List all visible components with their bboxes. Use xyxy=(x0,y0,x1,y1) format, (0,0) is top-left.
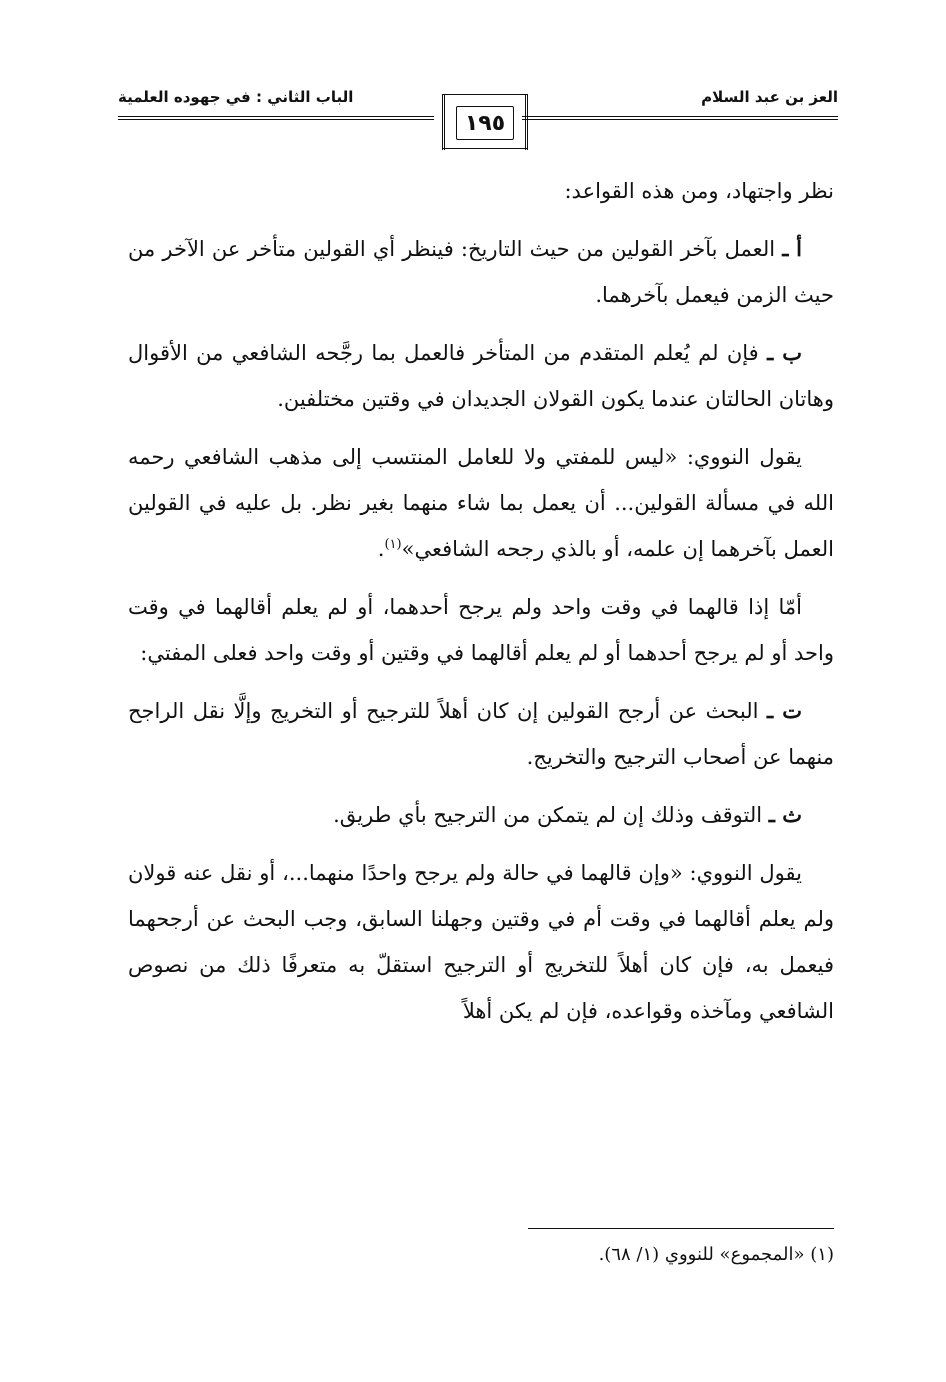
footnote: (١) «المجموع» للنووي (١/ ٦٨). xyxy=(598,1244,834,1265)
paragraph-text: نظر واجتهاد، ومن هذه القواعد: xyxy=(564,179,834,203)
header-right-title: العز بن عبد السلام xyxy=(701,88,838,106)
paragraph-text: يقول النووي: «وإن قالهما في حالة ولم يرجح واحدًا منهما...، أو نقل عنه قولان ولم يعلم أقالهما في وقت أم في وقتين وجهلنا السابق، وجب البحث عن أرجحهما فيعمل به، فإن كان أهلاً للتخريج أو الترجيح استقلّ به متعرفًا ذلك من نصوص الشافعي ومآخذه وقواعده، فإن لم يكن أهلاً xyxy=(128,861,834,1023)
paragraph xyxy=(128,330,834,422)
paragraph-text: التوقف وذلك إن لم يتمكن من الترجيح بأي طريق. xyxy=(333,803,763,827)
footnote-rule xyxy=(528,1228,834,1229)
paragraph-text: أمّا إذا قالهما في وقت واحد ولم يرجح أحدهما، أو لم يعلم أقالهما في وقت واحد أو لم يرجح أحدهما أو لم يعلم أقالهما في وقتين أو وقت واحد فعلى المفتي: xyxy=(128,595,834,665)
footnote-marker: (١) xyxy=(384,537,402,552)
item-label: ث ـ xyxy=(768,802,802,827)
paragraph xyxy=(128,792,834,838)
paragraph-text: فإن لم يُعلم المتقدم من المتأخر فالعمل بما رجَّحه الشافعي من الأقوال وهاتان الحالتان عندما يكون القولان الجديدان في وقتين مختلفين. xyxy=(128,341,834,411)
page-number: ١٩٥ xyxy=(456,106,514,140)
body-text xyxy=(128,168,834,1046)
running-header xyxy=(118,88,838,158)
paragraph-text: يقول النووي: «ليس للمفتي ولا للعامل المنتسب إلى مذهب الشافعي رحمه الله في مسألة القولين... أن يعمل بما شاء منهما بغير نظر. بل عليه في القولين العمل بآخرهما إن علمه، أو بالذي رجحه الشافعي» xyxy=(128,445,834,561)
item-label: ت ـ xyxy=(766,698,802,723)
paragraph xyxy=(128,434,834,572)
paragraph xyxy=(128,168,834,214)
paragraph xyxy=(128,226,834,318)
frame-bottom-bar xyxy=(442,148,528,149)
paragraph xyxy=(128,850,834,1034)
paragraph-end: . xyxy=(377,537,385,561)
item-label: أ ـ xyxy=(782,236,802,261)
paragraph-text: البحث عن أرجح القولين إن كان أهلاً للترجيح أو التخريج وإلَّا نقل الراجح منهما عن أصحاب الترجيح والتخريج. xyxy=(128,699,834,769)
frame-top-bar xyxy=(442,94,528,95)
paragraph xyxy=(128,688,834,780)
header-rule-right xyxy=(522,116,838,120)
paragraph xyxy=(128,584,834,676)
page-number-frame xyxy=(442,88,528,154)
item-label: ب ـ xyxy=(767,340,802,365)
header-rule-left xyxy=(118,116,434,120)
paragraph-text: العمل بآخر القولين من حيث التاريخ: فينظر أي القولين متأخر عن الآخر من حيث الزمن فيعمل بآخرهما. xyxy=(128,237,834,307)
header-left-title: الباب الثاني : في جهوده العلمية xyxy=(118,88,354,106)
